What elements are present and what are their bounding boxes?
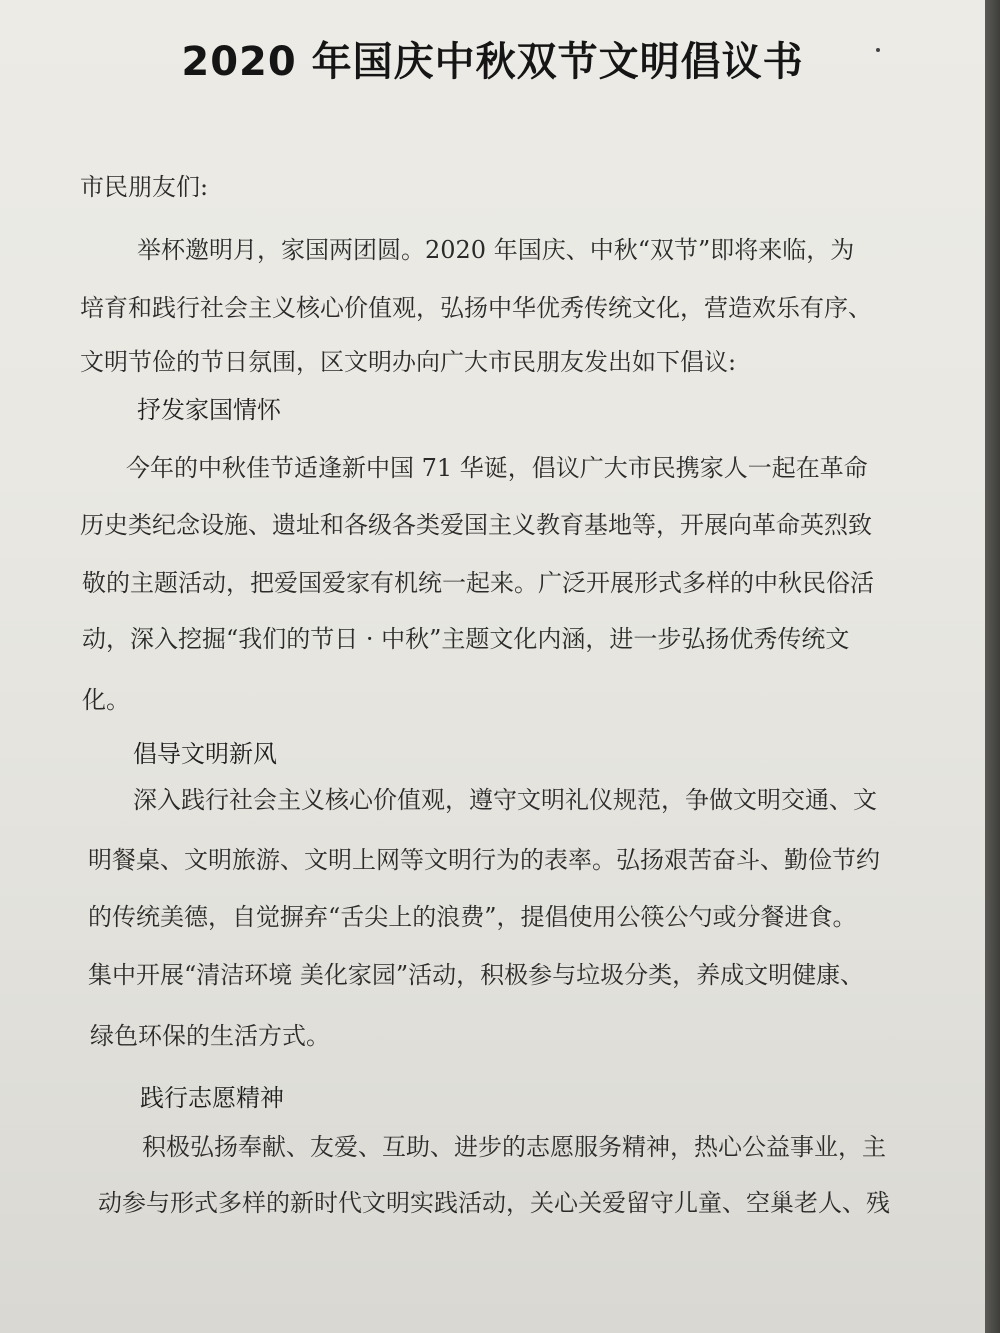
section-1-line-3: 敬的主题活动，把爱国爱家有机统一起来。广泛开展形式多样的中秋民俗活 [82, 569, 874, 597]
section-heading-patriotism: 抒发家国情怀 [137, 396, 281, 424]
ink-dot [876, 48, 880, 52]
document-title: 2020 年国庆中秋双节文明倡议书 [181, 39, 804, 85]
intro-line-2: 培育和践行社会主义核心价值观，弘扬中华优秀传统文化，营造欢乐有序、 [80, 294, 872, 322]
desk-background [985, 0, 1000, 1333]
section-3-line-1: 积极弘扬奉献、友爱、互助、进步的志愿服务精神，热心公益事业，主 [142, 1133, 886, 1161]
section-heading-civility: 倡导文明新风 [133, 740, 277, 768]
section-1-line-1: 今年的中秋佳节适逢新中国 71 华诞，倡议广大市民携家人一起在革命 [126, 454, 868, 482]
section-3-line-2: 动参与形式多样的新时代文明实践活动，关心关爱留守儿童、空巢老人、残 [98, 1189, 890, 1217]
section-2-line-4: 集中开展“清洁环境 美化家园”活动，积极参与垃圾分类，养成文明健康、 [88, 961, 865, 989]
section-2-line-2: 明餐桌、文明旅游、文明上网等文明行为的表率。弘扬艰苦奋斗、勤俭节约 [88, 846, 880, 874]
salutation: 市民朋友们: [80, 173, 209, 201]
section-2-line-1: 深入践行社会主义核心价值观，遵守文明礼仪规范，争做文明交通、文 [133, 786, 877, 814]
section-1-line-4: 动，深入挖掘“我们的节日 · 中秋”主题文化内涵，进一步弘扬优秀传统文 [82, 625, 850, 653]
intro-line-3: 文明节俭的节日氛围，区文明办向广大市民朋友发出如下倡议: [80, 348, 737, 376]
intro-line-1: 举杯邀明月，家国两团圆。2020 年国庆、中秋“双节”即将来临，为 [137, 236, 855, 264]
section-heading-volunteering: 践行志愿精神 [140, 1084, 284, 1112]
section-2-line-3: 的传统美德，自觉摒弃“舌尖上的浪费”，提倡使用公筷公勺或分餐进食。 [88, 903, 857, 931]
section-1-line-2: 历史类纪念设施、遗址和各级各类爱国主义教育基地等，开展向革命英烈致 [80, 511, 872, 539]
section-2-line-5: 绿色环保的生活方式。 [90, 1022, 330, 1050]
section-1-line-5: 化。 [82, 686, 130, 714]
